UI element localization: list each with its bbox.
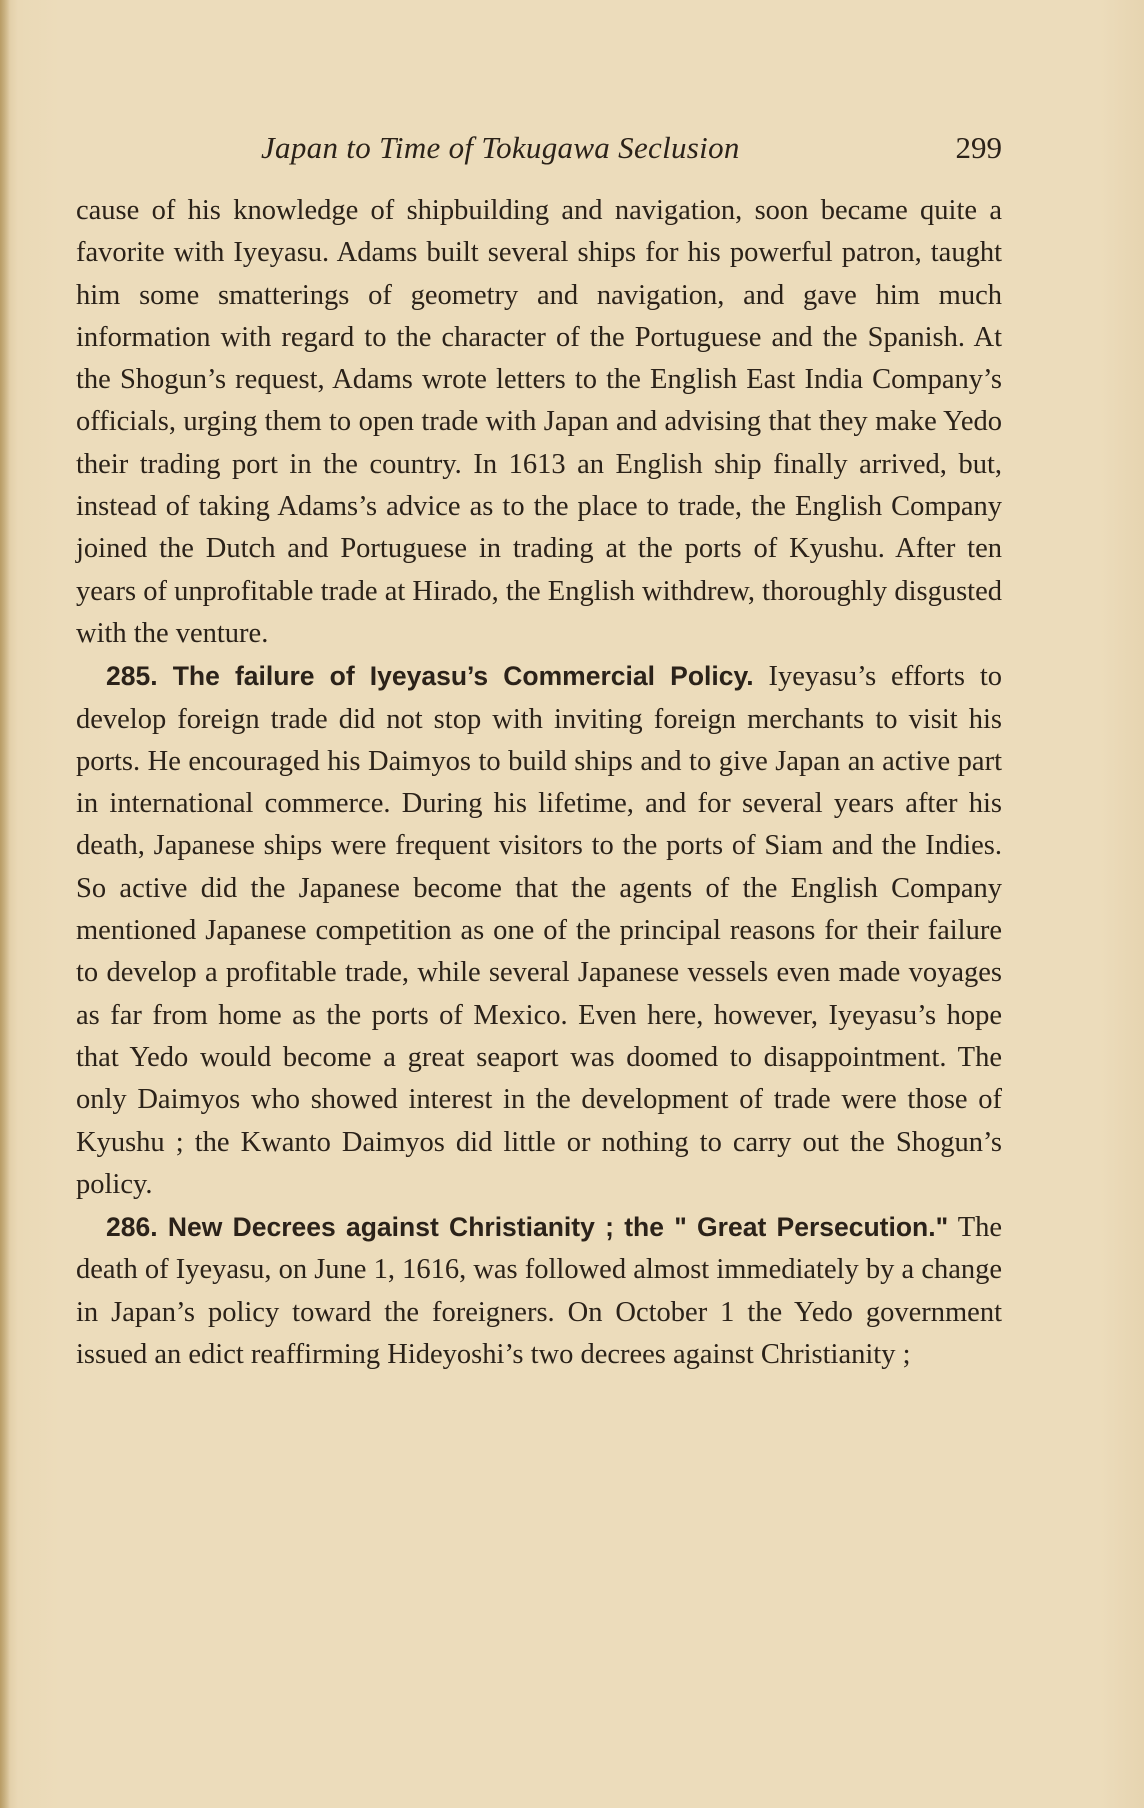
- paragraph-continuation: [76, 190, 1002, 655]
- paragraph-text: The death of Iyeyasu, on June 1, 1616, was followed almost immediately by a change in Japan’s policy toward the foreigners. On October 1 the Yedo government issued an edict reaffirming Hideyoshi’s two decrees against Christianity ;: [76, 1212, 1003, 1371]
- body-text: [76, 190, 1002, 1376]
- section-heading: 286. New Decrees against Christianity ; the " Great Persecution.": [106, 1212, 949, 1243]
- section-285: [76, 655, 1002, 1206]
- section-heading: 285. The failure of Iyeyasu’s Commercial Policy.: [106, 661, 754, 692]
- bottom-margin: [0, 1788, 1144, 1808]
- paragraph-text: Iyeyasu’s efforts to develop foreign trade did not stop with inviting foreign merchants to visit his ports. He encouraged his Daimyos to build ships and to give Japan an active part in international commerce. During his lifetime, and for several years after his death, Japanese ships were frequent visitors to the ports of Siam and the Indies. So active did the Japanese become that the agents of the English Company mentioned Japanese competition as one of the principal reasons for their failure to develop a profitable trade, while several Japanese vessels even made voyages as far from home as the ports of Mexico. Even here, however, Iyeyasu’s hope that Yedo would become a great seaport was doomed to disappointment. The only Daimyos who showed interest in the development of trade were those of Kyushu ; the Kwanto Daimyos did little or nothing to carry out the Shogun’s policy.: [76, 661, 1002, 1200]
- page-number: 299: [955, 130, 1002, 165]
- page-header: [76, 124, 1002, 172]
- gutter-shadow: [0, 0, 10, 1808]
- running-title: Japan to Time of Tokugawa Seclusion: [261, 130, 740, 165]
- paragraph-text: cause of his knowledge of shipbuilding and navigation, soon became quite a favorite with Iyeyasu. Adams built several ships for his powerful patron, taught him some smatterings of geometry and navigation, and gave him much information with regard to the character of the Portuguese and the Spanish. At the Shogun’s request, Adams wrote letters to the English East India Company’s officials, urging them to open trade with Japan and advising that they make Yedo their trading port in the country. In 1613 an English ship finally arrived, but, instead of taking Adams’s advice as to the place to trade, the English Company joined the Dutch and Portuguese in trading at the ports of Kyushu. After ten years of unprofitable trade at Hirado, the English withdrew, thoroughly disgusted with the venture.: [76, 195, 1002, 649]
- section-286: [76, 1206, 1002, 1376]
